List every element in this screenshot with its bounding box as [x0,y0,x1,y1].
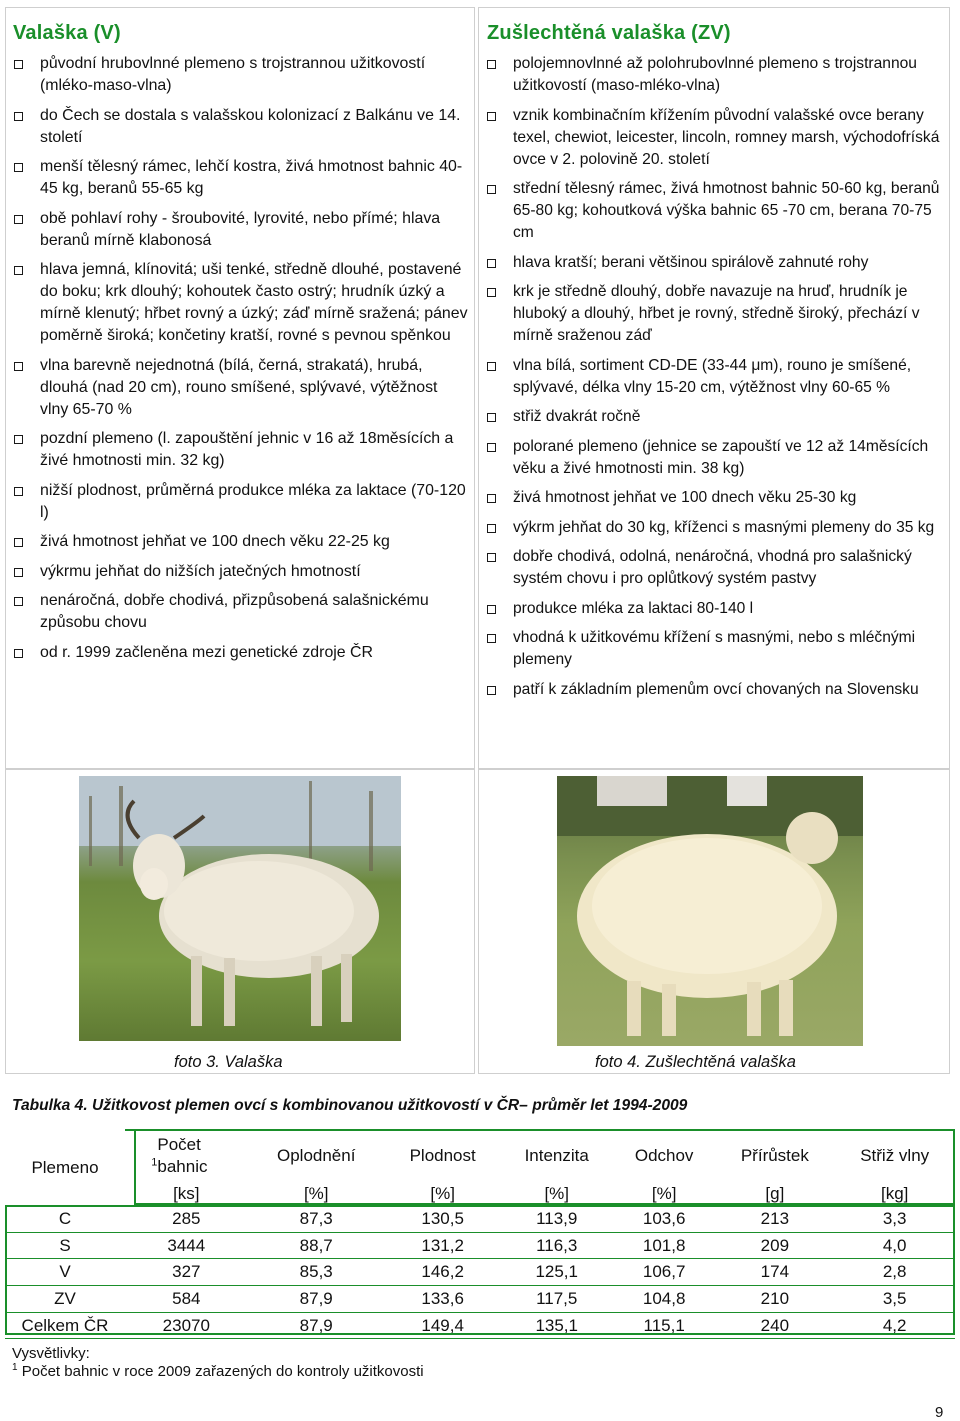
table-title: Tabulka 4. Užitkovost plemen ovcí s kombinovanou užitkovostí v ČR– průměr let 1994-2009 [12,1097,688,1114]
valaska-section [5,7,475,769]
photo-zuslechtena-cell [478,769,950,1074]
table-cell: 174 [715,1259,834,1286]
header-count-label: Počet bahnic [157,1135,208,1176]
valaska-list-item: pozdní plemeno (l. zapouštění jehnic v 16 až 18měsících a živé hmotnosti min. 32 kg) [40,428,468,472]
performance-table [5,1129,955,1339]
table-cell: 135,1 [501,1312,613,1339]
zuslechtena-list-item: vhodná k užitkovému křížení s masnými, nebo s mléčnými plemeny [513,627,943,671]
valaska-list-item: vlna barevně nejednotná (bílá, černá, strakatá), hrubá, dlouhá (nad 20 cm), rouno smíšené, splývavé, výtěžnost vlny 65-70 % [40,355,468,421]
row-label: V [5,1259,125,1286]
table-cell: 101,8 [613,1232,715,1259]
table-cell: 4,0 [834,1232,955,1259]
table-cell: 104,8 [613,1286,715,1313]
zuslechtena-list-item: střední tělesný rámec, živá hmotnost bahnic 50-60 kg, beranů 65-80 kg; kohoutková výška bahnic 65 -70 cm, berana 70-75 cm [513,178,943,244]
unit-cell: [%] [430,1183,455,1203]
table-cell: 130,5 [385,1206,501,1232]
table-cell: 2,8 [834,1259,955,1286]
zuslechtena-list-item: dobře chodivá, odolná, nenáročná, vhodná pro salašnický systém chovu i pro oplůtkový systém pastvy [513,546,943,590]
row-label: C [5,1206,125,1232]
table-cell: 209 [715,1232,834,1259]
photo-valaska-cell [5,769,475,1074]
table-cell: 115,1 [613,1312,715,1339]
zuslechtena-list-item: krk je středně dlouhý, dobře navazuje na hruď, hrudník je hluboký a dlouhý, hřbet je rovný, středně široký, přechází v mírně sraženou záď [513,281,943,347]
valaska-list-item: nižší plodnost, průměrná produkce mléka za laktace (70-120 l) [40,480,468,524]
table-cell: 125,1 [501,1259,613,1286]
photo-caption-zuslechtena: foto 4. Zušlechtěná valaška [595,1053,796,1071]
table-row [5,1206,955,1232]
table-cell: 4,2 [834,1312,955,1339]
valaska-list-item: od r. 1999 začleněna mezi genetické zdroje ČR [40,642,468,664]
zuslechtena-list-item: patří k základním plemenům ovcí chovaných na Slovensku [513,679,943,701]
table-cell: 131,2 [385,1232,501,1259]
legend-note [12,1362,424,1380]
table-cell: 87,9 [248,1286,385,1313]
table-cell: 213 [715,1206,834,1232]
header-pocet-bahnic [125,1130,248,1181]
header-col: Plodnost [385,1130,501,1181]
legend-note-text: Počet bahnic v roce 2009 zařazených do kontroly užitkovosti [21,1363,424,1380]
valaska-list-item: nenáročná, dobře chodivá, přizpůsobená salašnickému způsobu chovu [40,590,468,634]
header-count-sup: 1 [151,1156,158,1169]
table-cell: 285 [125,1206,248,1232]
unit-cell: [%] [303,1183,329,1203]
table-cell: 584 [125,1286,248,1313]
zuslechtena-list-item: polojemnovlnné až polohrubovlnné plemeno s trojstrannou užitkovostí (maso-mléko-vlna) [513,53,943,97]
valaska-list-item: hlava jemná, klínovitá; uši tenké, středně dlouhé, postavené do boku; krk dlouhý; kohoutek často ostrý; hrudník úzký a mírně klenutý; hřbet rovný a úzký; záď mírně sražená; pánev poměrně široká; končetiny kratší, rovné s pevnou spěnkou [40,259,468,347]
zuslechtena-list-item: hlava kratší; berani většinou spirálově zahnuté rohy [513,252,943,274]
table-cell: 133,6 [385,1286,501,1313]
zuslechtena-list-item: vznik kombinačním křížením původní valašské ovce berany texel, chewiot, leicester, lincoln, romney marsh, východofríská ovce v 2. polovině 20. století [513,105,943,171]
valaska-list-item: původní hrubovlnné plemeno s trojstrannou užitkovostí (mléko-maso-vlna) [40,53,468,97]
unit-cell: [g] [765,1183,785,1203]
zuslechtena-list-item: vlna bílá, sortiment CD-DE (33-44 μm), rouno je smíšené, splývavé, délka vlny 15-20 cm, výtěžnost vlny 60-65 % [513,355,943,399]
valaska-list-item: obě pohlaví rohy - šroubovité, lyrovité, nebo přímé; hlava beranů mírně klabonosá [40,208,468,252]
table-row [5,1259,955,1286]
page-number: 9 [935,1404,944,1421]
unit-cell: [ks] [173,1183,200,1203]
valaska-list-item: menší tělesný rámec, lehčí kostra, živá hmotnost bahnic 40-45 kg, beranů 55-65 kg [40,156,468,200]
valaska-list-item: výkrmu jehňat do nižších jatečných hmotností [40,561,468,583]
table-cell: 23070 [125,1312,248,1339]
table-cell: 210 [715,1286,834,1313]
table-cell: 116,3 [501,1232,613,1259]
unit-cell: [%] [651,1183,677,1203]
zuslechtena-list-item: produkce mléka za laktaci 80-140 l [513,598,943,620]
table-cell: 87,3 [248,1206,385,1232]
valaska-title: Valaška (V) [13,22,121,44]
table-cell: 87,9 [248,1312,385,1339]
zuslechtena-list-item: výkrm jehňat do 30 kg, kříženci s masnými plemeny do 35 kg [513,517,943,539]
header-col: Oplodnění [248,1130,385,1181]
table-cell: 327 [125,1259,248,1286]
table-cell: 88,7 [248,1232,385,1259]
header-col: Odchov [613,1130,715,1181]
zuslechtena-list-item: živá hmotnost jehňat ve 100 dnech věku 25-30 kg [513,487,943,509]
sheep-zuslechtena-valaska-photo [557,776,863,1046]
table-header-row [5,1130,955,1181]
table-cell: 3444 [125,1232,248,1259]
table-cell: 117,5 [501,1286,613,1313]
table-cell: 103,6 [613,1206,715,1232]
table-cell: 240 [715,1312,834,1339]
legend-title: Vysvětlivky: [12,1345,90,1362]
table-cell: 149,4 [385,1312,501,1339]
table-cell: 113,9 [501,1206,613,1232]
table-units-row [5,1181,955,1206]
table-row [5,1312,955,1339]
unit-cell: [kg] [880,1183,909,1203]
valaska-list [6,53,474,664]
sheep-valaska-photo [79,776,401,1041]
zuslechtena-valaska-title: Zušlechtěná valaška (ZV) [487,22,731,44]
table-cell: 3,5 [834,1286,955,1313]
valaska-list-item: živá hmotnost jehňat ve 100 dnech věku 22-25 kg [40,531,468,553]
table-cell: 3,3 [834,1206,955,1232]
header-col: Přírůstek [715,1130,834,1181]
table-row [5,1286,955,1313]
zuslechtena-valaska-list [479,53,949,701]
valaska-list-item: do Čech se dostala s valašskou kolonizací z Balkánu ve 14. století [40,105,468,149]
header-plemeno: Plemeno [31,1158,99,1177]
table-cell: 85,3 [248,1259,385,1286]
zuslechtena-list-item: polorané plemeno (jehnice se zapouští ve 12 až 14měsících věku a živé hmotnosti min. 38 kg) [513,436,943,480]
row-label: ZV [5,1286,125,1313]
unit-cell: [%] [544,1183,569,1203]
row-label: Celkem ČR [5,1312,125,1339]
row-label: S [5,1232,125,1259]
zuslechtena-valaska-section [478,7,950,769]
table-cell: 106,7 [613,1259,715,1286]
legend-note-sup: 1 [12,1362,18,1373]
photo-caption-valaska: foto 3. Valaška [174,1053,283,1071]
header-col: Intenzita [501,1130,613,1181]
zuslechtena-list-item: střiž dvakrát ročně [513,406,943,428]
table-cell: 146,2 [385,1259,501,1286]
header-col: Střiž vlny [834,1130,955,1181]
table-row [5,1232,955,1259]
